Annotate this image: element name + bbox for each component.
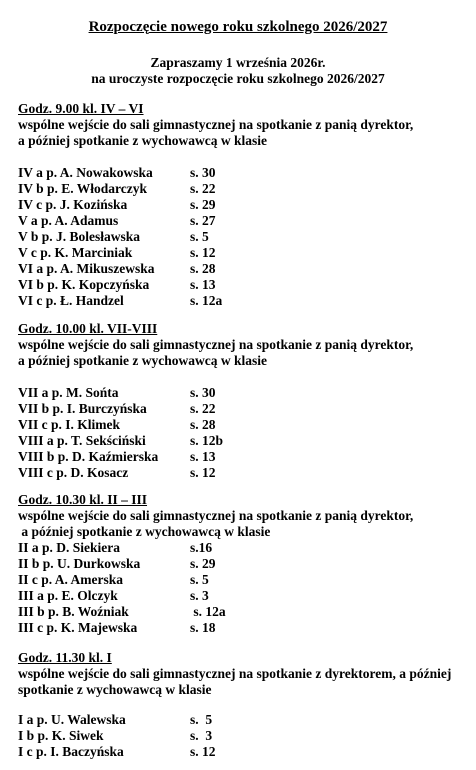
class-row <box>18 401 468 417</box>
schedule-section-grades-7-8 <box>18 321 468 481</box>
class-row <box>18 465 468 481</box>
class-teacher: III c p. K. Majewska <box>18 620 138 635</box>
section-description-line-1: wspólne wejście do sali gimnastycznej na spotkanie z panią dyrektor, <box>18 337 414 352</box>
class-teacher: II c p. A. Amerska <box>18 572 124 587</box>
class-row <box>18 261 468 277</box>
class-row <box>18 728 468 744</box>
section-description-line-2: a później spotkanie z wychowawcą w klasie <box>18 133 267 148</box>
room-number: s. 12b <box>190 433 224 448</box>
class-teacher: IV c p. J. Kozińska <box>18 197 128 212</box>
class-teacher: VII c p. I. Klimek <box>18 417 121 432</box>
room-number: s. 22 <box>190 181 216 196</box>
room-number: s. 29 <box>190 197 216 212</box>
invitation-line-1: Zapraszamy 1 września 2026r. <box>150 55 326 70</box>
class-row <box>18 197 468 213</box>
room-number: s. 5 <box>190 712 213 727</box>
room-number: s. 13 <box>190 277 216 292</box>
section-description-line-2: spotkanie z wychowawcą w klasie <box>18 682 212 697</box>
class-teacher: IV b p. E. Włodarczyk <box>18 181 148 196</box>
room-number: s. 12a <box>190 604 226 619</box>
class-row <box>18 417 468 433</box>
class-teacher: V b p. J. Bolesławska <box>18 229 141 244</box>
class-teacher: I c p. I. Baczyńska <box>18 744 124 759</box>
class-row <box>18 449 468 465</box>
schedule-section-grades-2-3 <box>18 492 468 636</box>
room-number: s. 28 <box>190 417 216 432</box>
room-number: s. 3 <box>190 728 213 743</box>
schedule-section-grades-4-6 <box>18 101 468 309</box>
schedule-section-grade-1 <box>18 650 468 760</box>
room-number: s. 12 <box>190 245 216 260</box>
class-teacher: IV a p. A. Nowakowska <box>18 165 153 180</box>
class-list <box>18 540 468 636</box>
section-heading: Godz. 11.30 kl. I <box>18 650 112 665</box>
class-teacher: V a p. A. Adamus <box>18 213 119 228</box>
section-description-line-2: a później spotkanie z wychowawcą w klasie <box>18 524 271 539</box>
class-teacher: I b p. K. Siwek <box>18 728 104 743</box>
class-teacher: VI b p. K. Kopczyńska <box>18 277 150 292</box>
room-number: s. 12 <box>190 465 216 480</box>
room-number: s. 3 <box>190 588 209 603</box>
section-heading: Godz. 10.00 kl. VII-VIII <box>18 321 158 336</box>
class-teacher: VII b p. I. Burczyńska <box>18 401 147 416</box>
class-row <box>18 540 468 556</box>
class-row <box>18 620 468 636</box>
room-number: s. 30 <box>190 165 216 180</box>
document-title: Rozpoczęcie nowego roku szkolnego 2026/2027 <box>88 19 388 35</box>
class-teacher: II a p. D. Siekiera <box>18 540 121 555</box>
room-number: s. 29 <box>190 556 216 571</box>
class-row <box>18 245 468 261</box>
class-teacher: I a p. U. Walewska <box>18 712 126 727</box>
invitation-line-2: na uroczyste rozpoczęcie roku szkolnego 2026/2027 <box>91 71 385 86</box>
class-teacher: VIII c p. D. Kosacz <box>18 465 129 480</box>
class-list <box>18 712 468 760</box>
class-teacher: VIII a p. T. Sekściński <box>18 433 146 448</box>
room-number: s. 28 <box>190 261 216 276</box>
class-row <box>18 572 468 588</box>
class-teacher: III a p. E. Olczyk <box>18 588 118 603</box>
class-row <box>18 229 468 245</box>
class-list <box>18 165 468 309</box>
section-description-line-1: wspólne wejście do sali gimnastycznej na spotkanie z panią dyrektor, <box>18 117 414 132</box>
section-description-line-1: wspólne wejście do sali gimnastycznej na spotkanie z dyrektorem, a później <box>18 666 452 681</box>
invitation-text <box>0 55 476 87</box>
room-number: s. 30 <box>190 385 216 400</box>
room-number: s. 12 <box>190 744 216 759</box>
class-row <box>18 556 468 572</box>
room-number: s.16 <box>190 540 213 555</box>
class-row <box>18 604 468 620</box>
class-teacher: VI c p. Ł. Handzel <box>18 293 124 308</box>
room-number: s. 12a <box>190 293 223 308</box>
section-heading: Godz. 10.30 kl. II – III <box>18 492 148 507</box>
room-number: s. 5 <box>190 229 209 244</box>
class-row <box>18 213 468 229</box>
class-row <box>18 744 468 760</box>
class-row <box>18 165 468 181</box>
room-number: s. 27 <box>190 213 216 228</box>
room-number: s. 13 <box>190 449 216 464</box>
class-teacher: II b p. U. Durkowska <box>18 556 141 571</box>
room-number: s. 22 <box>190 401 216 416</box>
class-row <box>18 293 468 309</box>
class-list <box>18 385 468 481</box>
section-heading: Godz. 9.00 kl. IV – VI <box>18 101 144 116</box>
class-row <box>18 277 468 293</box>
class-row <box>18 181 468 197</box>
class-teacher: V c p. K. Marciniak <box>18 245 133 260</box>
section-description-line-2: a później spotkanie z wychowawcą w klasie <box>18 353 267 368</box>
class-teacher: III b p. B. Woźniak <box>18 604 129 619</box>
room-number: s. 18 <box>190 620 216 635</box>
class-row <box>18 588 468 604</box>
room-number: s. 5 <box>190 572 209 587</box>
class-teacher: VI a p. A. Mikuszewska <box>18 261 155 276</box>
class-teacher: VII a p. M. Sońta <box>18 385 119 400</box>
section-description-line-1: wspólne wejście do sali gimnastycznej na spotkanie z panią dyrektor, <box>18 508 414 523</box>
class-teacher: VIII b p. D. Kaźmierska <box>18 449 159 464</box>
class-row <box>18 385 468 401</box>
class-row <box>18 712 468 728</box>
class-row <box>18 433 468 449</box>
